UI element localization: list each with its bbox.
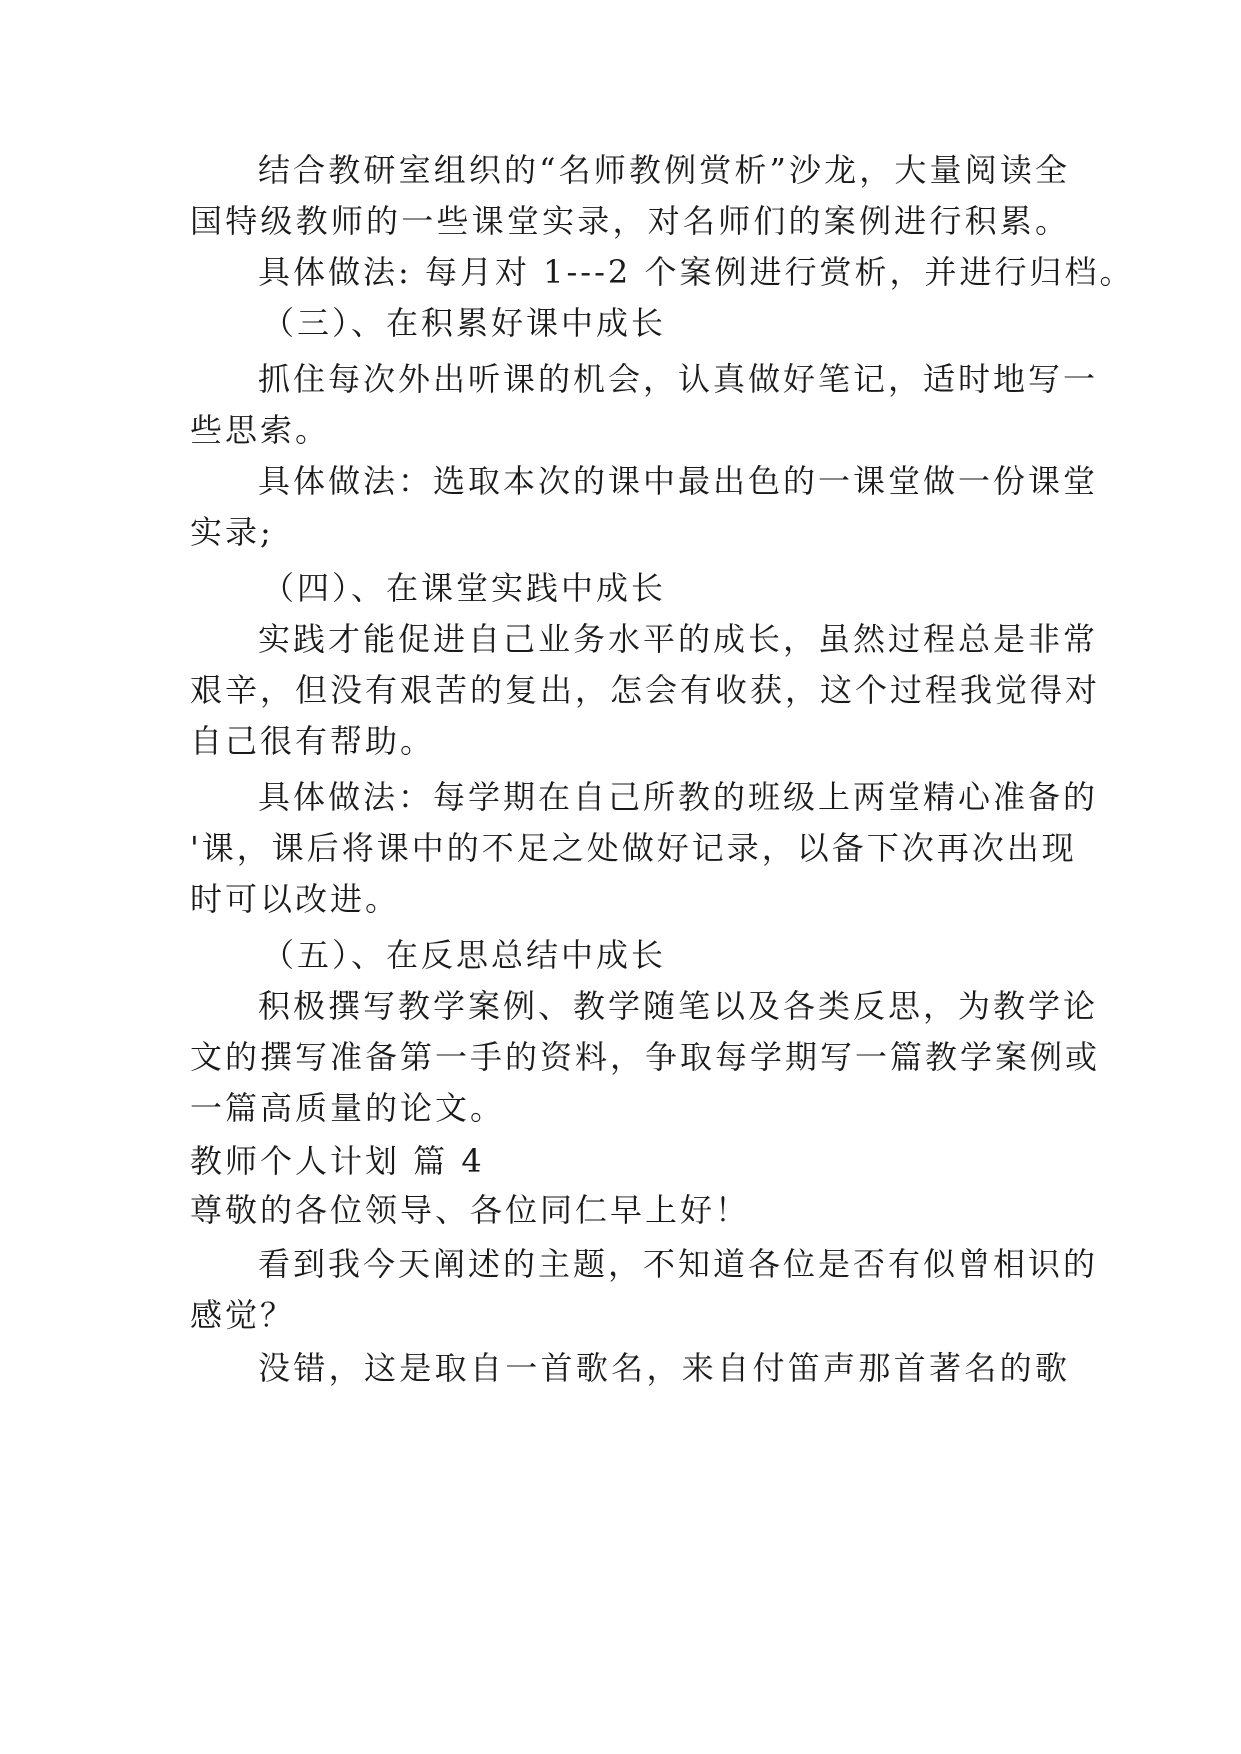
paragraph-line: 抓住每次外出听课的机会，认真做好笔记，适时地写一 <box>258 360 1099 398</box>
paragraph-line: '课，课后将课中的不足之处做好记录，以备下次再次出现 <box>190 829 1077 867</box>
greeting-line: 尊敬的各位领导、各位同仁早上好！ <box>190 1191 751 1229</box>
paragraph-line: 具体做法：每学期在自己所教的班级上两堂精心准备的 <box>258 778 1099 816</box>
document-title: 教师个人计划 篇 4 <box>190 1142 485 1180</box>
paragraph-line: 看到我今天阐述的主题，不知道各位是否有似曾相识的 <box>258 1245 1099 1283</box>
paragraph-line: 结合教研室组织的“名师教例赏析”沙龙，大量阅读全 <box>258 151 1070 189</box>
paragraph-line: 实录; <box>190 513 274 551</box>
paragraph-line: 实践才能促进自己业务水平的成长，虽然过程总是非常 <box>258 620 1099 658</box>
paragraph-line: 国特级教师的一些课堂实录，对名师们的案例进行积累。 <box>190 202 1070 240</box>
paragraph-line: 具体做法：选取本次的课中最出色的一课堂做一份课堂 <box>258 462 1099 500</box>
paragraph-line: 一篇高质量的论文。 <box>190 1089 506 1127</box>
paragraph-line: 自己很有帮助。 <box>190 722 436 760</box>
paragraph-line: 文的撰写准备第一手的资料，争取每学期写一篇教学案例或 <box>190 1038 1101 1076</box>
paragraph-line: 积极撰写教学案例、教学随笔以及各类反思，为教学论 <box>258 987 1099 1025</box>
section-heading: （三）、在积累好课中成长 <box>262 304 667 342</box>
paragraph-line: 具体做法: 每月对 1---2 个案例进行赏析，并进行归档。 <box>258 253 1135 291</box>
paragraph-line: 艰辛，但没有艰苦的复出，怎会有收获，这个过程我觉得对 <box>190 671 1101 709</box>
paragraph-line: 没错，这是取自一首歌名，来自付笛声那首著名的歌 <box>258 1349 1070 1387</box>
section-heading: （五）、在反思总结中成长 <box>262 936 667 974</box>
paragraph-line: 些思索。 <box>190 411 331 449</box>
paragraph-line: 感觉？ <box>190 1296 296 1334</box>
paragraph-line: 时可以改进。 <box>190 880 401 918</box>
section-heading: （四）、在课堂实践中成长 <box>262 569 667 607</box>
